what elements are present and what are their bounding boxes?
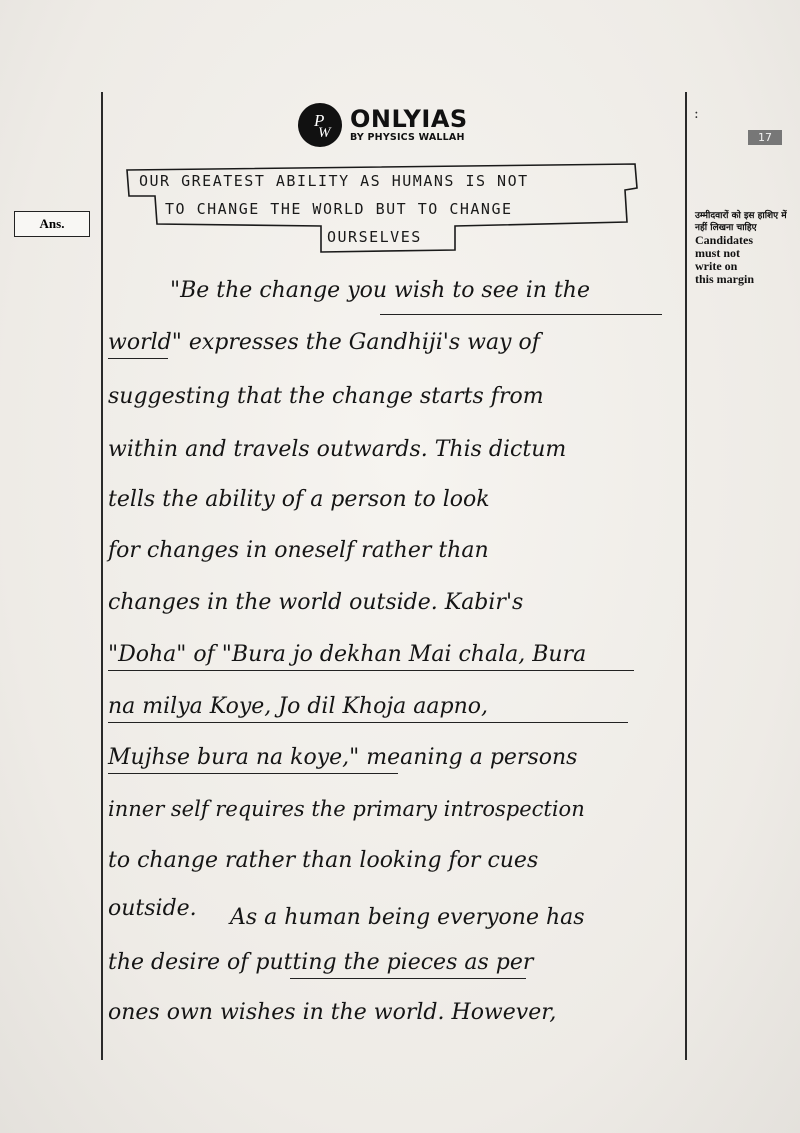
doha-underline-3 [108, 773, 398, 774]
body-line-2: world" expresses the Gandhiji's way of [108, 330, 540, 355]
body-line-10: Mujhse bura na koye," meaning a persons [108, 745, 578, 770]
body-line-12: to change rather than looking for cues [108, 848, 539, 873]
margin-instruction-en-3: write on [695, 259, 738, 273]
svg-text:W: W [318, 125, 331, 141]
body-line-1: "Be the change you wish to see in the [170, 278, 590, 303]
title-line-1: OUR GREATEST ABILITY AS HUMANS IS NOT [139, 172, 529, 190]
brand-name: ONLYIAS [350, 105, 468, 134]
quote-underline-2 [108, 358, 168, 359]
margin-instruction-en-1: Candidates [695, 233, 754, 247]
phrase-underline [290, 978, 526, 979]
answer-title-box [125, 160, 645, 255]
body-line-13: outside. [108, 896, 197, 921]
quote-underline-1 [380, 314, 662, 315]
right-margin-line [685, 92, 687, 1060]
onlyias-logo [298, 100, 498, 150]
body-line-6: for changes in oneself rather than [108, 538, 489, 563]
margin-instruction-en-2: must not [695, 246, 741, 260]
margin-instruction [695, 210, 795, 286]
doha-underline-2 [108, 722, 628, 723]
body-line-5: tells the ability of a person to look [108, 487, 490, 512]
title-line-2: TO CHANGE THE WORLD BUT TO CHANGE [165, 200, 513, 218]
brand-subtitle: BY PHYSICS WALLAH [350, 132, 465, 144]
body-line-14: As a human being everyone has [230, 905, 585, 930]
body-line-15: the desire of putting the pieces as per [108, 950, 534, 975]
body-line-8: "Doha" of "Bura jo dekhan Mai chala, Bura [108, 642, 587, 667]
left-margin-line [101, 92, 103, 1060]
body-line-16: ones own wishes in the world. However, [108, 1000, 557, 1025]
margin-instruction-en-4: this margin [695, 272, 755, 286]
body-line-7: changes in the world outside. Kabir's [108, 590, 524, 615]
svg-text:P: P [314, 111, 325, 130]
body-line-3: suggesting that the change starts from [108, 384, 544, 409]
body-line-9: na milya Koye, Jo dil Khoja aapno, [108, 694, 488, 719]
title-line-3: OURSELVES [327, 228, 422, 246]
margin-instruction-hindi: उम्मीदवारों को इस हाशिए में नहीं लिखना चाहिए [695, 211, 787, 233]
ans-label: Ans. [14, 211, 90, 237]
body-line-11: inner self requires the primary introspection [108, 797, 585, 821]
margin-dots: : [694, 106, 699, 122]
page-number: 17 [748, 130, 782, 145]
body-line-4: within and travels outwards. This dictum [108, 437, 567, 462]
pw-logo-icon [298, 103, 342, 147]
doha-underline-1 [108, 670, 634, 671]
